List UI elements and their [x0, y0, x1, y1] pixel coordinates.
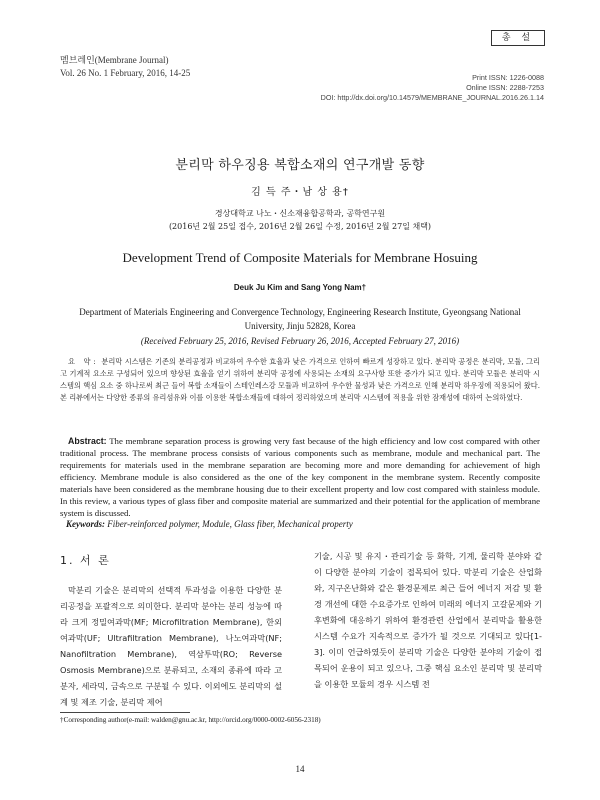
body-column-right: 기술, 시공 및 유지・관리기술 등 화학, 기계, 물리학 분야와 같이 다양한 분야의 기술이 접목되어 있다. 막분리 기술은 산업화와, 지구온난화와 같은 환경문제로 최근 들어 에너지 저감 및 환경 개선에 대한 수요증가로 인하여 미래의 에너지 고갈문제와 기후변화에 대응하기 위하여 환경관련 산업에서 분리막을 활용한 시스템 수요가 지속적으로 증가가 될 것으로 기대되고 있다[1-3]. 이미 언급하였듯이 분리막 기술은 다양한 분야의 기술이 접목되어 운용이 되고 있으나, 그중 핵심 요소인 분리막 및 분리막을 이용한 모듈의 경우 시스템 전: [314, 551, 542, 689]
korean-authors: 김 득 주・남 상 용†: [251, 187, 349, 198]
doi-link[interactable]: DOI: http://dx.doi.org/10.14579/MEMBRANE_JOURNAL.2016.26.1.14: [320, 93, 544, 102]
body-column-left: 막분리 기술은 분리막의 선택적 투과성을 이용한 다양한 분리공정을 포괄적으로 의미한다. 분리막 분야는 분리 성능에 따라 크게 정밀여과막(MF; Microfiltration Membrane), 한외여과막(UF; Ultrafiltration Membrane), 나노여과막(NF; Nanofiltration Membrane), 역삼투막(RO; Reverse Osmosis Membrane)으로 분류되고, 소재의 종류에 따라 고분자, 세라믹, 금속으로 구분될 수 있다. 이외에도 분리막의 설계 및 제조 기술, 분리막 제어: [60, 585, 282, 707]
print-issn: Print ISSN: 1226-0088: [472, 73, 544, 82]
english-affiliation: Department of Materials Engineering and Convergence Technology, Engineering Research Institute, Gyeongsang National University, Jinju 52828, Korea: [79, 307, 521, 331]
issn-doi-block: [321, 73, 544, 103]
korean-abstract-text: 분리막 시스템은 기존의 분리공정과 비교하여 우수한 효율과 낮은 가격으로 인하여 빠르게 성장하고 있다. 분리막 공정은 분리막, 모듈, 그리고 기계적 요소로 구성되어 있으며 향상된 효율을 얻기 위하여 분리막 공정에 사용되는 소재의 요구사항 또한 증가가 되고 있다. 분리막 모듈은 분리막 시스템의 핵심 요소 중 하나로써 최근 들어 복합 소재들이 스테인레스강 모듈과 비교하여 우수한 물성과 낮은 가격으로 인해 분리막 하우징에 적용되어 왔다. 본 리뷰에서는 다양한 종류의 유리섬유와 이를 이용한 복합소재들에 대하여 정리하였으며 분리막 시스템에 적용을 위한 잠재성에 대하여 논의하였다.: [60, 357, 540, 402]
korean-affiliation: 경상대학교 나노・신소재융합공학과, 공학연구원: [214, 209, 386, 218]
journal-info: [60, 54, 190, 80]
english-abstract: [60, 435, 540, 519]
page-number: 14: [295, 764, 305, 774]
journal-name: 멤브레인(Membrane Journal): [60, 55, 169, 65]
section-heading: 1. 서 론: [60, 554, 111, 567]
korean-abstract-label: 요 약:: [68, 357, 99, 366]
english-authors: Deuk Ju Kim and Sang Yong Nam†: [233, 283, 367, 292]
online-issn: Online ISSN: 2288-7253: [466, 83, 544, 92]
keywords-text: Fiber-reinforced polymer, Module, Glass fiber, Mechanical property: [107, 519, 353, 529]
article-type-badge: 총 설: [491, 30, 545, 46]
korean-abstract: [60, 356, 540, 404]
english-title: Development Trend of Composite Materials for Membrane Hosuing: [122, 250, 478, 265]
korean-title: 분리막 하우징용 복합소재의 연구개발 동향: [175, 158, 425, 173]
korean-dates: (2016년 2월 25일 접수, 2016년 2월 26일 수정, 2016년 2월 27일 채택): [168, 222, 432, 231]
footnote-divider: [60, 712, 190, 713]
keywords-label: Keywords:: [66, 519, 105, 529]
journal-volume: Vol. 26 No. 1 February, 2016, 14-25: [60, 68, 191, 78]
corresponding-author-footnote: †Corresponding author(e-mail: walden@gnu.ac.kr, http://orcid.org/0000-0002-6056-2318): [60, 716, 321, 724]
english-dates: (Received February 25, 2016, Revised February 26, 2016, Accepted February 27, 2016): [140, 336, 460, 346]
english-abstract-text: The membrane separation process is growing very fast because of the high efficiency and low cost compared with other traditional process. The membrane process consists of various components such as membrane, module and mechanical part. The requirements for materials used in the membrane separation are becoming more and more demanding for achievement of high efficiency. Membrane module is also considered as the one of the key component in the membrane system. Recently composite materials have been considered as the membrane housing due to their excellent property and low cost compared with stainless module. In this review, a various types of glass fiber and composite material are summarized and their potential for the application of membrane system is discussed.: [60, 436, 540, 518]
keywords: [66, 519, 353, 529]
english-abstract-label: Abstract:: [68, 436, 107, 446]
